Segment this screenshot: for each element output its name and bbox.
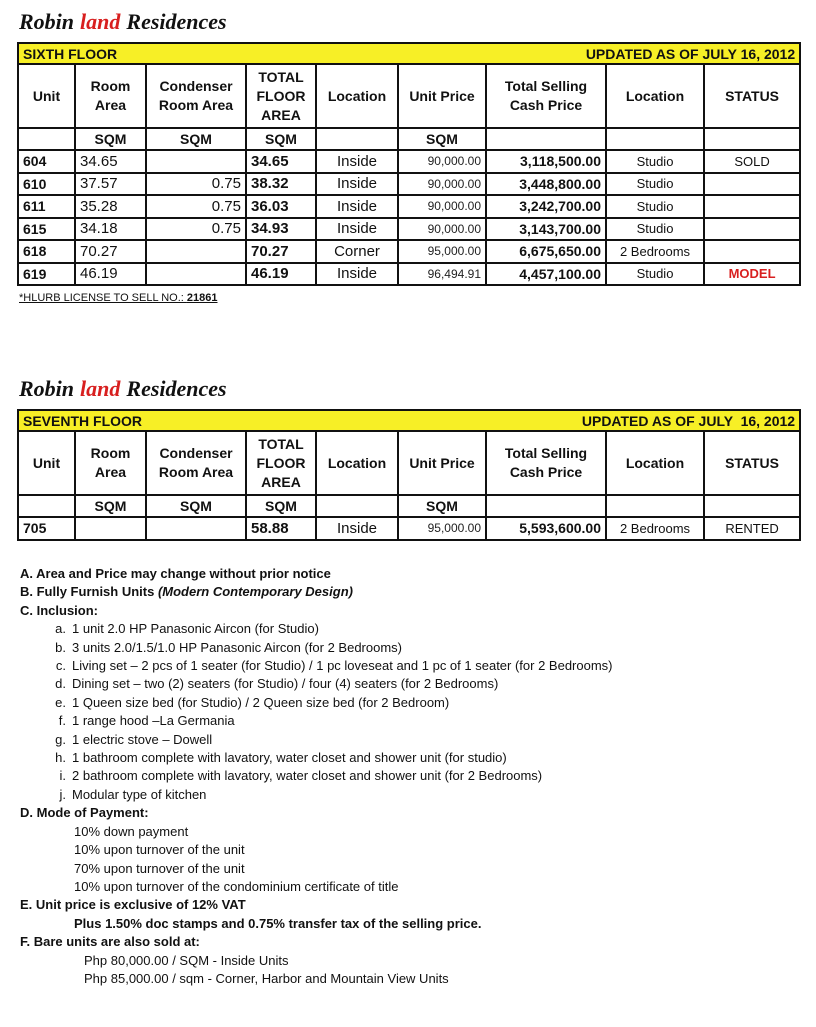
table-row [18, 517, 800, 540]
table-row [18, 240, 800, 263]
cell-condenser: 0.75 [146, 218, 246, 241]
updated-label: UPDATED AS OF JULY 16, 2012 [585, 45, 796, 62]
cell-unit: 619 [18, 263, 75, 286]
floor-band-cell [18, 43, 800, 64]
unit-blank [606, 495, 704, 517]
cell-unit-type: Studio [606, 218, 704, 241]
hdr-location-2: Location [606, 431, 704, 495]
cell-room-area: 35.28 [75, 195, 146, 218]
hdr-status: STATUS [704, 431, 800, 495]
cell-unit: 611 [18, 195, 75, 218]
unit-price: SQM [398, 495, 486, 517]
note-b-italic: (Modern Contemporary Design) [157, 584, 353, 600]
cell-unit-price: 90,000.00 [398, 150, 486, 173]
cell-unit-type: 2 Bedrooms [606, 517, 704, 540]
cell-status [704, 218, 800, 241]
updated-label: UPDATED AS OF JULY 16, 2012 [581, 412, 796, 429]
brand-word-residences: Residences [126, 376, 227, 401]
cell-total-selling: 6,675,650.00 [486, 240, 606, 263]
unit-blank [18, 495, 75, 517]
table-row [18, 263, 800, 286]
cell-total-area: 46.19 [246, 263, 316, 286]
cell-location: Inside [316, 517, 398, 540]
units-row [18, 495, 800, 517]
brand-title-seventh [19, 376, 227, 402]
list-item: 10% upon turnover of the unit [74, 842, 245, 858]
table-row [18, 150, 800, 173]
cell-total-selling: 4,457,100.00 [486, 263, 606, 286]
cell-location: Inside [316, 263, 398, 286]
sixth-floor-table [17, 42, 801, 286]
cell-total-area: 58.88 [246, 517, 316, 540]
list-item: 10% upon turnover of the condominium certificate of title [74, 878, 399, 894]
cell-unit-type: Studio [606, 195, 704, 218]
cell-status [704, 240, 800, 263]
cell-location: Inside [316, 218, 398, 241]
cell-unit-price: 95,000.00 [398, 240, 486, 263]
hdr-total-selling: Total Selling Cash Price [486, 431, 606, 495]
cell-total-selling: 3,143,700.00 [486, 218, 606, 241]
unit-blank [704, 128, 800, 150]
table-row [18, 195, 800, 218]
hdr-room-area: Room Area [75, 431, 146, 495]
note-a: A. Area and Price may change without prior notice [20, 566, 331, 581]
hdr-location-2: Location [606, 64, 704, 128]
unit-total: SQM [246, 495, 316, 517]
cell-unit-type: 2 Bedrooms [606, 240, 704, 263]
cell-condenser [146, 263, 246, 286]
hdr-room-area: Room Area [75, 64, 146, 128]
list-item [20, 749, 790, 767]
hdr-status: STATUS [704, 64, 800, 128]
seventh-floor-table [17, 409, 801, 541]
note-d: D. Mode of Payment: [20, 805, 149, 821]
table-row [18, 218, 800, 241]
unit-cond: SQM [146, 128, 246, 150]
unit-blank [704, 495, 800, 517]
cell-total-area: 34.93 [246, 218, 316, 241]
item-text: 2 bathroom complete with lavatory, water closet and shower unit (for 2 Bedrooms) [72, 768, 543, 784]
cell-room-area: 34.65 [75, 150, 146, 173]
cell-location: Inside [316, 150, 398, 173]
unit-price: SQM [398, 128, 486, 150]
item-text: 3 units 2.0/1.5/1.0 HP Panasonic Aircon (for 2 Bedrooms) [72, 639, 402, 655]
cell-condenser [146, 150, 246, 173]
floor-label: SEVENTH FLOOR [23, 412, 143, 429]
cell-location: Inside [316, 195, 398, 218]
hdr-unit-price: Unit Price [398, 431, 486, 495]
terms-notes [20, 565, 790, 988]
list-item [20, 786, 790, 804]
item-letter: d. [55, 676, 66, 692]
cell-condenser: 0.75 [146, 173, 246, 196]
cell-location: Inside [316, 173, 398, 196]
cell-status [704, 195, 800, 218]
floor-band [18, 410, 800, 431]
brand-word-robin: Robin [19, 376, 75, 401]
cell-total-selling: 3,448,800.00 [486, 173, 606, 196]
list-item [20, 767, 790, 785]
cell-unit-price: 90,000.00 [398, 195, 486, 218]
license-number: 21861 [186, 292, 218, 304]
cell-unit-price: 95,000.00 [398, 517, 486, 540]
cell-condenser: 0.75 [146, 195, 246, 218]
cell-unit: 604 [18, 150, 75, 173]
list-item [20, 731, 790, 749]
note-e-sub: Plus 1.50% doc stamps and 0.75% transfer tax of the selling price. [74, 915, 482, 931]
item-text: 1 range hood –La Germania [72, 713, 235, 729]
cell-location: Corner [316, 240, 398, 263]
cell-total-selling: 5,593,600.00 [486, 517, 606, 540]
list-item [20, 675, 790, 693]
cell-condenser [146, 517, 246, 540]
unit-blank [316, 495, 398, 517]
hdr-location: Location [316, 431, 398, 495]
cell-room-area: 37.57 [75, 173, 146, 196]
hdr-total-selling: Total Selling Cash Price [486, 64, 606, 128]
brand-word-land: land [80, 376, 121, 401]
floor-band-cell [18, 410, 800, 431]
cell-total-area: 36.03 [246, 195, 316, 218]
note-c: C. Inclusion: [20, 602, 98, 618]
cell-unit-price: 90,000.00 [398, 173, 486, 196]
unit-blank [486, 128, 606, 150]
floor-label: SIXTH FLOOR [23, 45, 118, 62]
note-e: E. Unit price is exclusive of 12% VAT [20, 897, 246, 913]
list-item: Php 85,000.00 / sqm - Corner, Harbor and Mountain View Units [84, 970, 449, 986]
item-letter: i. [59, 768, 66, 784]
floor-band [18, 43, 800, 64]
cell-status-model: MODEL [704, 263, 800, 286]
unit-total: SQM [246, 128, 316, 150]
item-text: Dining set – two (2) seaters (for Studio) / four (4) seaters (for 2 Bedrooms) [72, 676, 499, 692]
table-row [18, 173, 800, 196]
hdr-total-area: TOTAL FLOOR AREA [246, 431, 316, 495]
item-letter: h. [55, 750, 66, 766]
unit-blank [316, 128, 398, 150]
item-letter: c. [55, 658, 66, 674]
unit-cond: SQM [146, 495, 246, 517]
item-text: 1 electric stove – Dowell [72, 731, 213, 747]
note-b-label: B. Fully Furnish Units [20, 584, 158, 600]
hdr-condenser: Condenser Room Area [146, 431, 246, 495]
list-item: Php 80,000.00 / SQM - Inside Units [84, 952, 289, 968]
hdr-total-area: TOTAL FLOOR AREA [246, 64, 316, 128]
hdr-unit: Unit [18, 431, 75, 495]
list-item [20, 712, 790, 730]
list-item [20, 694, 790, 712]
list-item [20, 657, 790, 675]
cell-status: RENTED [704, 517, 800, 540]
cell-unit: 705 [18, 517, 75, 540]
item-letter: a. [55, 621, 66, 637]
unit-blank [606, 128, 704, 150]
cell-unit-type: Studio [606, 263, 704, 286]
list-item: 70% upon turnover of the unit [74, 860, 245, 876]
license-note [19, 292, 218, 304]
cell-unit: 615 [18, 218, 75, 241]
item-text: 1 Queen size bed (for Studio) / 2 Queen size bed (for 2 Bedroom) [72, 694, 450, 710]
cell-total-selling: 3,118,500.00 [486, 150, 606, 173]
item-letter: g. [55, 731, 66, 747]
cell-unit-price: 90,000.00 [398, 218, 486, 241]
note-f: F. Bare units are also sold at: [20, 934, 200, 950]
unit-room: SQM [75, 128, 146, 150]
brand-word-robin: Robin [19, 9, 75, 34]
units-row [18, 128, 800, 150]
item-text: Living set – 2 pcs of 1 seater (for Studio) / 1 pc loveseat and 1 pc of 1 seater (for 2 Bedrooms) [72, 658, 613, 674]
list-item [20, 620, 790, 638]
list-item: 10% down payment [74, 823, 189, 839]
header-row [18, 431, 800, 495]
note-b [20, 583, 790, 601]
item-text: Modular type of kitchen [72, 786, 207, 802]
item-letter: j. [59, 786, 66, 802]
cell-total-selling: 3,242,700.00 [486, 195, 606, 218]
item-letter: f. [58, 713, 66, 729]
cell-room-area: 46.19 [75, 263, 146, 286]
cell-unit-type: Studio [606, 150, 704, 173]
hdr-unit: Unit [18, 64, 75, 128]
license-label: *HLURB LICENSE TO SELL NO.: [19, 292, 187, 304]
cell-room-area [75, 517, 146, 540]
cell-room-area: 70.27 [75, 240, 146, 263]
unit-blank [486, 495, 606, 517]
header-row [18, 64, 800, 128]
item-text: 1 unit 2.0 HP Panasonic Aircon (for Studio) [72, 621, 319, 637]
cell-unit-price: 96,494.91 [398, 263, 486, 286]
cell-status [704, 173, 800, 196]
cell-unit-type: Studio [606, 173, 704, 196]
brand-title-sixth [19, 9, 227, 35]
brand-word-land: land [80, 9, 121, 34]
item-text: 1 bathroom complete with lavatory, water closet and shower unit (for studio) [72, 750, 507, 766]
hdr-location: Location [316, 64, 398, 128]
cell-unit: 618 [18, 240, 75, 263]
item-letter: b. [55, 639, 66, 655]
list-item [20, 639, 790, 657]
cell-room-area: 34.18 [75, 218, 146, 241]
hdr-condenser: Condenser Room Area [146, 64, 246, 128]
brand-word-residences: Residences [126, 9, 227, 34]
item-letter: e. [55, 694, 66, 710]
unit-blank [18, 128, 75, 150]
cell-total-area: 34.65 [246, 150, 316, 173]
cell-total-area: 70.27 [246, 240, 316, 263]
cell-unit: 610 [18, 173, 75, 196]
cell-total-area: 38.32 [246, 173, 316, 196]
cell-status: SOLD [704, 150, 800, 173]
cell-condenser [146, 240, 246, 263]
unit-room: SQM [75, 495, 146, 517]
hdr-unit-price: Unit Price [398, 64, 486, 128]
